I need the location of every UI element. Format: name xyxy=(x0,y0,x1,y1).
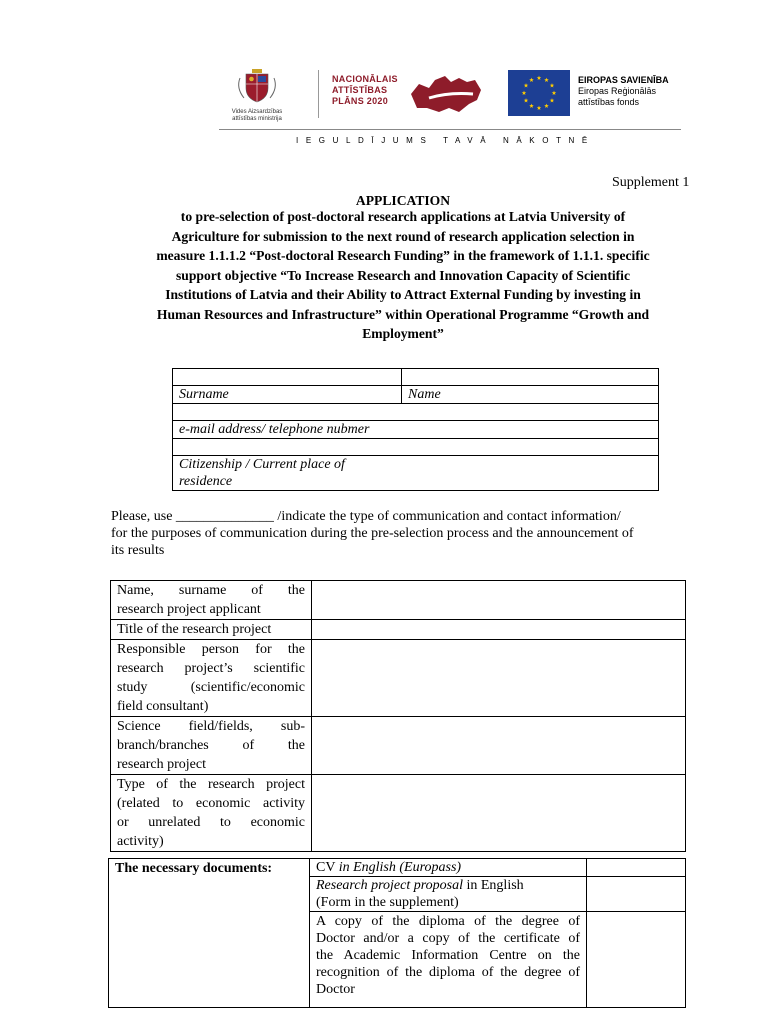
header-rule xyxy=(219,129,681,130)
doc-proposal-line2: (Form in the supplement) xyxy=(316,895,459,910)
nap-logo-text xyxy=(332,74,398,107)
necessary-documents-table xyxy=(108,858,686,1008)
subtitle-line-4: support objective “To Increase Research and Innovation Capacity of Scientific xyxy=(175,267,630,283)
doc-cv-italic: in English (Europass) xyxy=(338,860,462,875)
applicant-name-label xyxy=(111,581,312,620)
label-line: field consultant) xyxy=(117,699,209,714)
doc-diploma-line: Doctor and/or a copy of the certificate of xyxy=(316,931,580,946)
doc-proposal xyxy=(310,877,587,912)
communication-instructions xyxy=(111,508,711,559)
header-divider xyxy=(318,70,319,118)
email-phone-label: e-mail address/ telephone nubmer xyxy=(173,421,659,439)
doc-cv-plain: CV xyxy=(316,860,339,875)
table-row xyxy=(111,620,686,640)
responsible-person-label xyxy=(111,640,312,717)
project-type-input-cell[interactable] xyxy=(312,775,686,852)
label-line: branch/branches of the xyxy=(117,738,305,753)
eu-logo-text xyxy=(578,75,669,108)
eu-flag xyxy=(508,70,570,116)
label-line: activity) xyxy=(117,834,164,849)
coat-of-arms-icon xyxy=(226,68,288,104)
instructions-line2: for the purposes of communication during the pre-selection process and the announcement of xyxy=(111,526,634,541)
citizenship-label xyxy=(173,456,659,491)
doc-proposal-checkbox[interactable] xyxy=(587,877,686,912)
instructions-line3: its results xyxy=(111,543,165,558)
nap-line1: NACIONĀLAIS xyxy=(332,74,398,84)
responsible-person-input-cell[interactable] xyxy=(312,640,686,717)
application-subtitle xyxy=(100,207,706,344)
eu-flag-icon xyxy=(508,70,570,116)
instructions-line1: Please, use ______________ /indicate the type of communication and contact information/ xyxy=(111,509,621,524)
doc-diploma-checkbox[interactable] xyxy=(587,912,686,1008)
coat-caption-line1: Vides Aizsardzības xyxy=(231,109,283,115)
science-field-input-cell[interactable] xyxy=(312,717,686,775)
coat-of-arms-logo xyxy=(226,68,288,120)
label-line: research project applicant xyxy=(117,602,261,617)
nap-line3: PLĀNS 2020 xyxy=(332,96,389,106)
subtitle-line-7: Employment” xyxy=(362,326,444,341)
table-row xyxy=(111,581,686,620)
latvia-map-logo xyxy=(405,68,485,123)
subtitle-line-1: to pre-selection of post-doctoral research applications at Latvia University of xyxy=(180,209,626,224)
doc-cv xyxy=(310,859,587,877)
label-line: Title of the research project xyxy=(117,622,272,637)
table-row xyxy=(109,859,686,877)
label-line: (related to economic activity xyxy=(117,796,305,811)
label-line: Name, surname of the xyxy=(117,583,305,598)
citizenship-label-line2: residence xyxy=(179,474,233,489)
label-line: Type of the research project xyxy=(117,777,305,792)
eu-line2: attīstības fonds xyxy=(578,97,640,107)
name-label: Name xyxy=(402,386,659,404)
subtitle-line-3: measure 1.1.1.2 “Post-doctoral Research Funding” in the framework of 1.1.1. specific xyxy=(156,248,650,263)
science-field-label xyxy=(111,717,312,775)
nap-line2: ATTĪSTĪBAS xyxy=(332,85,388,95)
label-line: or unrelated to economic xyxy=(117,815,305,830)
coat-caption-line2: attīstības ministrija xyxy=(232,116,282,122)
project-type-label xyxy=(111,775,312,852)
documents-heading: The necessary documents: xyxy=(109,859,310,1008)
doc-proposal-line1 xyxy=(316,877,580,894)
eu-title: EIROPAS SAVIENĪBA xyxy=(578,75,669,85)
subtitle-line-6: Human Resources and Infrastructure” within Operational Programme “Growth and xyxy=(156,306,650,322)
table-row xyxy=(111,775,686,852)
label-line: Responsible person for the xyxy=(117,642,305,657)
surname-label: Surname xyxy=(173,386,402,404)
latvia-map-icon xyxy=(405,68,485,118)
email-phone-input-cell[interactable] xyxy=(173,404,659,421)
label-line: research project’s scientific xyxy=(117,661,305,676)
personal-info-table xyxy=(172,368,659,491)
table-row xyxy=(111,640,686,717)
doc-cv-checkbox[interactable] xyxy=(587,859,686,877)
label-line: study (scientific/economic xyxy=(117,680,305,695)
label-line: Science field/fields, sub- xyxy=(117,719,305,734)
doc-proposal-plain: in English xyxy=(462,878,524,893)
subtitle-line-2: Agriculture for submission to the next round of research application selection in xyxy=(171,228,635,244)
doc-diploma xyxy=(310,912,587,1008)
eu-line1: Eiropas Reģionālās xyxy=(578,86,657,96)
doc-proposal-italic: Research project proposal xyxy=(316,878,463,893)
applicant-name-input-cell[interactable] xyxy=(312,581,686,620)
application-title: APPLICATION xyxy=(355,193,451,208)
project-title-input-cell[interactable] xyxy=(312,620,686,640)
doc-diploma-line: recognition of the diploma of the degree of xyxy=(316,965,580,980)
supplement-label: Supplement 1 xyxy=(612,175,690,190)
doc-diploma-line: A copy of the diploma of the degree of xyxy=(316,914,580,929)
citizenship-label-line1: Citizenship / Current place of xyxy=(179,457,345,472)
subtitle-line-5: Institutions of Latvia and their Ability to Attract External Funding by investing in xyxy=(165,287,641,302)
label-line: research project xyxy=(117,757,206,772)
project-title-label xyxy=(111,620,312,640)
doc-diploma-line: Doctor xyxy=(316,982,355,997)
name-input-cell[interactable] xyxy=(402,369,659,386)
table-row xyxy=(111,717,686,775)
surname-input-cell[interactable] xyxy=(173,369,402,386)
doc-diploma-line: the Academic Information Centre on the xyxy=(316,948,580,963)
project-info-table xyxy=(110,580,686,852)
citizenship-input-cell[interactable] xyxy=(173,439,659,456)
slogan: IEGULDĪJUMS TAVĀ NĀKOTNĒ xyxy=(296,136,595,145)
